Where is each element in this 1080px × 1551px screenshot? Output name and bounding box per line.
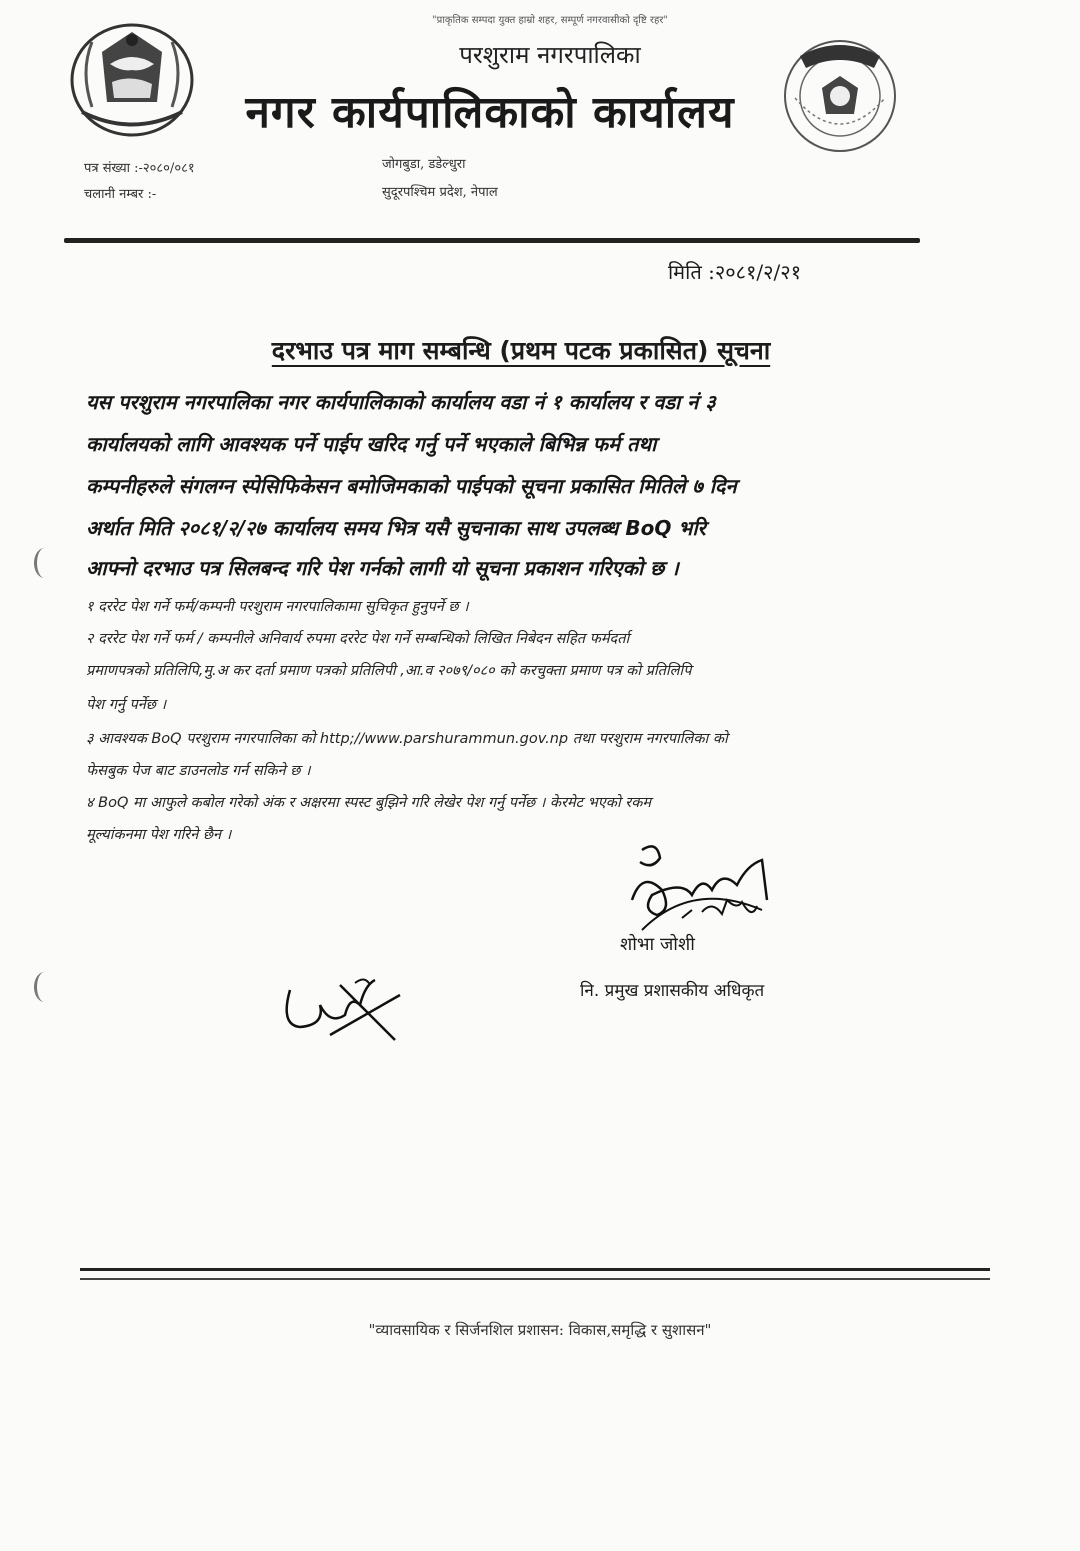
signatory-name: शोभा जोशी — [620, 934, 695, 955]
office-location: जोगबुडा, डडेल्धुरा — [382, 157, 466, 172]
body-line-3: कम्पनीहरुले संगलग्न स्पेसिफिकेसन बमोजिमकाको पाईपको सूचना प्रकासित मितिले ७ दिन — [86, 474, 737, 498]
condition-line-8: मूल्यांकनमा पेश गरिने छैन । — [86, 827, 232, 843]
footer-motto: "व्यावसायिक र सिर्जनशिल प्रशासन: विकास,समृद्धि र सुशासन" — [368, 1321, 712, 1339]
condition-line-7: ४ BoQ मा आफुले कबोल गरेको अंक र अक्षरमा स्पस्ट बुझिने गरि लेखेर पेश गर्नु पर्नेछ । केरमेट भएको रकम — [86, 795, 652, 811]
office-province: सुदूरपश्चिम प्रदेश, नेपाल — [382, 185, 498, 200]
nepal-emblem-icon — [62, 12, 202, 142]
municipality-logo-icon — [770, 28, 910, 158]
secondary-signature — [270, 965, 410, 1045]
officer-signature — [612, 840, 792, 940]
office-title: नगर कार्यपालिकाको कार्यालय — [245, 87, 735, 138]
municipality-name: परशुराम नगरपालिका — [459, 41, 641, 69]
body-line-4: अर्थात मिति २०८१/२/२७ कार्यालय समय भित्र यसै सुचनाका साथ उपलब्ध BoQ भरि — [86, 516, 706, 540]
body-line-1: यस परशुराम नगरपालिका नगर कार्यपालिकाको कार्यालय वडा नं १ कार्यालय र वडा नं ३ — [86, 390, 716, 414]
footer-divider — [80, 1268, 990, 1271]
notice-date: मिति :२०८१/२/२१ — [668, 260, 802, 284]
body-line-2: कार्यालयको लागि आवश्यक पर्ने पाईप खरिद गर्नु पर्ने भएकाले बिभिन्न फर्म तथा — [86, 432, 657, 456]
letter-number: पत्र संख्या :-२०८०/०८१ — [84, 161, 195, 176]
condition-line-2: २ दररेट पेश गर्ने फर्म / कम्पनीले अनिवार्य रुपमा दररेट पेश गर्ने सम्बन्धिको लिखित निबेदन सहित फर्मदर्ता — [86, 631, 630, 647]
condition-line-5: ३ आवश्यक BoQ परशुराम नगरपालिका को http;//www.parshurammun.gov.np तथा परशुराम नगरपालिका को — [86, 731, 728, 747]
condition-line-6: फेसबुक पेज बाट डाउनलोड गर्न सकिने छ । — [86, 763, 311, 779]
punch-hole — [34, 972, 55, 1002]
condition-line-4: पेश गर्नु पर्नेछ । — [86, 697, 167, 713]
dispatch-number: चलानी नम्बर :- — [84, 187, 157, 202]
punch-hole — [34, 548, 55, 578]
condition-line-1: १ दररेट पेश गर्ने फर्म/कम्पनी परशुराम नगरपालिकामा सुचिकृत हुनुपर्ने छ । — [86, 599, 469, 615]
header-divider — [64, 238, 920, 243]
header-motto: "प्राकृतिक सम्पदा युक्त हाम्रो शहर, सम्पूर्ण नगरवासीको दृष्टि रहर" — [432, 15, 668, 26]
body-line-5: आफ्नो दरभाउ पत्र सिलबन्द गरि पेश गर्नको लागी यो सूचना प्रकाशन गरिएको छ । — [86, 556, 679, 580]
signatory-title: नि. प्रमुख प्रशासकीय अधिकृत — [580, 981, 765, 1001]
notice-title: दरभाउ पत्र माग सम्बन्धि (प्रथम पटक प्रकासित) सूचना — [271, 336, 771, 365]
condition-line-3: प्रमाणपत्रको प्रतिलिपि,मु.अ कर दर्ता प्रमाण पत्रको प्रतिलिपी ,आ.व २०७९/०८० को करचुक्ता प्रमाण पत्र को प्रतिलिपि — [86, 663, 692, 679]
footer-divider-thin — [80, 1278, 990, 1280]
